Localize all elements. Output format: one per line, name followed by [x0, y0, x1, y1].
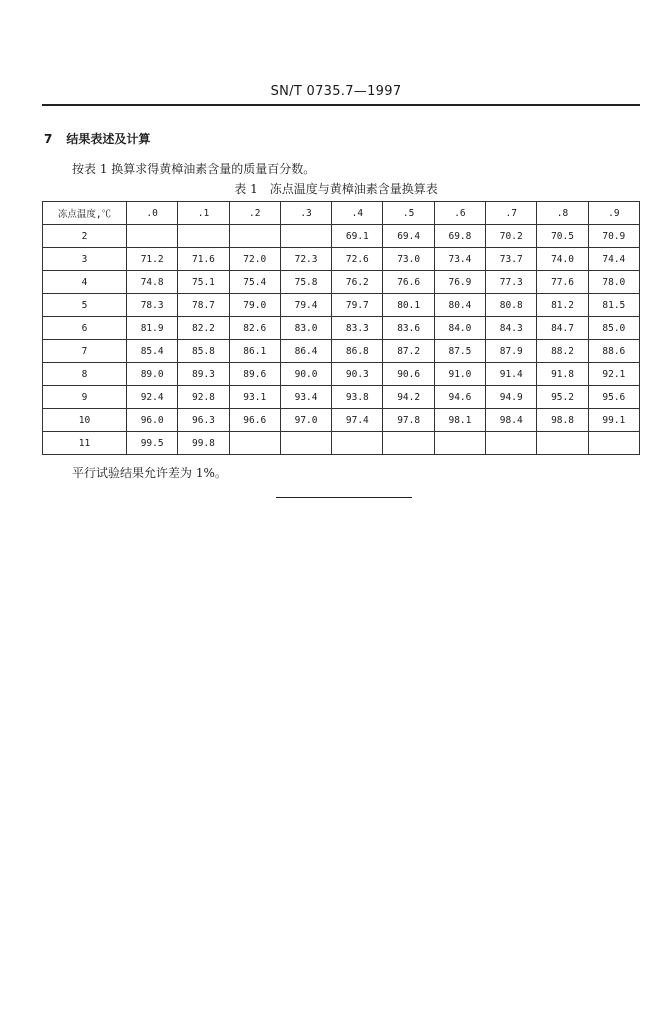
table-row: [43, 225, 640, 248]
value-cell: 91.4: [486, 363, 537, 386]
value-cell: 93.8: [332, 386, 383, 409]
value-cell: 99.1: [588, 409, 639, 432]
value-cell: 79.0: [229, 294, 280, 317]
value-cell: 88.6: [588, 340, 639, 363]
value-cell: 69.4: [383, 225, 434, 248]
value-cell: 98.4: [486, 409, 537, 432]
table-row: [43, 432, 640, 455]
header-cell: .5: [383, 202, 434, 225]
value-cell: 97.4: [332, 409, 383, 432]
value-cell: 75.4: [229, 271, 280, 294]
value-cell: 74.8: [127, 271, 178, 294]
value-cell: 92.1: [588, 363, 639, 386]
value-cell: 71.6: [178, 248, 229, 271]
value-cell: [280, 225, 331, 248]
value-cell: 81.5: [588, 294, 639, 317]
table-row: [43, 248, 640, 271]
value-cell: 75.8: [280, 271, 331, 294]
value-cell: [178, 225, 229, 248]
table-row: [43, 386, 640, 409]
value-cell: [434, 432, 485, 455]
value-cell: 70.2: [486, 225, 537, 248]
value-cell: 92.4: [127, 386, 178, 409]
value-cell: 76.2: [332, 271, 383, 294]
value-cell: 84.7: [537, 317, 588, 340]
value-cell: [229, 225, 280, 248]
value-cell: 98.8: [537, 409, 588, 432]
value-cell: 90.0: [280, 363, 331, 386]
value-cell: 73.0: [383, 248, 434, 271]
value-cell: 83.6: [383, 317, 434, 340]
value-cell: 96.6: [229, 409, 280, 432]
row-temperature-cell: 5: [43, 294, 127, 317]
table-body: [43, 225, 640, 455]
value-cell: 78.3: [127, 294, 178, 317]
value-cell: 85.0: [588, 317, 639, 340]
end-rule: [276, 497, 412, 498]
value-cell: [332, 432, 383, 455]
value-cell: 83.3: [332, 317, 383, 340]
value-cell: 79.4: [280, 294, 331, 317]
value-cell: [588, 432, 639, 455]
value-cell: 87.2: [383, 340, 434, 363]
value-cell: 74.4: [588, 248, 639, 271]
table-row: [43, 294, 640, 317]
value-cell: 88.2: [537, 340, 588, 363]
conversion-table: [42, 201, 640, 455]
value-cell: 81.9: [127, 317, 178, 340]
value-cell: 95.2: [537, 386, 588, 409]
value-cell: 76.6: [383, 271, 434, 294]
value-cell: 77.3: [486, 271, 537, 294]
value-cell: 79.7: [332, 294, 383, 317]
section-title: 结果表述及计算: [66, 132, 151, 146]
value-cell: 97.0: [280, 409, 331, 432]
value-cell: [280, 432, 331, 455]
value-cell: 77.6: [537, 271, 588, 294]
header-cell: .9: [588, 202, 639, 225]
header-rule: [42, 104, 640, 106]
value-cell: 98.1: [434, 409, 485, 432]
value-cell: 90.3: [332, 363, 383, 386]
row-temperature-cell: 7: [43, 340, 127, 363]
value-cell: 84.3: [486, 317, 537, 340]
value-cell: 96.3: [178, 409, 229, 432]
value-cell: 92.8: [178, 386, 229, 409]
value-cell: 85.8: [178, 340, 229, 363]
table-row: [43, 317, 640, 340]
value-cell: 80.1: [383, 294, 434, 317]
value-cell: [383, 432, 434, 455]
value-cell: 93.1: [229, 386, 280, 409]
header-cell: .8: [537, 202, 588, 225]
row-temperature-cell: 11: [43, 432, 127, 455]
standard-code-header: SN/T 0735.7—1997: [270, 84, 402, 99]
value-cell: 75.1: [178, 271, 229, 294]
value-cell: 69.8: [434, 225, 485, 248]
value-cell: 81.2: [537, 294, 588, 317]
value-cell: 78.7: [178, 294, 229, 317]
value-cell: 72.0: [229, 248, 280, 271]
value-cell: 94.9: [486, 386, 537, 409]
table-row: [43, 340, 640, 363]
header-cell: .1: [178, 202, 229, 225]
value-cell: 91.0: [434, 363, 485, 386]
value-cell: 90.6: [383, 363, 434, 386]
table-header-row: [43, 202, 640, 225]
row-temperature-cell: 2: [43, 225, 127, 248]
value-cell: 71.2: [127, 248, 178, 271]
value-cell: 89.6: [229, 363, 280, 386]
table-caption: 表 1 冻点温度与黄樟油素含量换算表: [234, 182, 438, 196]
value-cell: 86.8: [332, 340, 383, 363]
value-cell: 85.4: [127, 340, 178, 363]
header-cell: .7: [486, 202, 537, 225]
table-row: [43, 271, 640, 294]
header-cell: .4: [332, 202, 383, 225]
row-temperature-cell: 9: [43, 386, 127, 409]
section-number: 7: [44, 132, 53, 146]
value-cell: 97.8: [383, 409, 434, 432]
table-row: [43, 409, 640, 432]
value-cell: 82.6: [229, 317, 280, 340]
value-cell: 80.4: [434, 294, 485, 317]
value-cell: [127, 225, 178, 248]
value-cell: 99.8: [178, 432, 229, 455]
row-temperature-cell: 3: [43, 248, 127, 271]
value-cell: 74.0: [537, 248, 588, 271]
value-cell: 73.7: [486, 248, 537, 271]
header-cell: .3: [280, 202, 331, 225]
value-cell: 95.6: [588, 386, 639, 409]
table-row: [43, 363, 640, 386]
tolerance-note: 平行试验结果允许差为 1%。: [72, 466, 227, 480]
value-cell: 70.5: [537, 225, 588, 248]
value-cell: 83.0: [280, 317, 331, 340]
value-cell: 93.4: [280, 386, 331, 409]
header-cell: .2: [229, 202, 280, 225]
value-cell: 86.4: [280, 340, 331, 363]
row-temperature-cell: 4: [43, 271, 127, 294]
row-temperature-cell: 10: [43, 409, 127, 432]
value-cell: 89.3: [178, 363, 229, 386]
value-cell: 70.9: [588, 225, 639, 248]
value-cell: 84.0: [434, 317, 485, 340]
value-cell: 89.0: [127, 363, 178, 386]
value-cell: 78.0: [588, 271, 639, 294]
intro-text: 按表 1 换算求得黄樟油素含量的质量百分数。: [72, 162, 316, 176]
value-cell: 82.2: [178, 317, 229, 340]
value-cell: 86.1: [229, 340, 280, 363]
value-cell: 87.5: [434, 340, 485, 363]
value-cell: 99.5: [127, 432, 178, 455]
value-cell: 80.8: [486, 294, 537, 317]
value-cell: 73.4: [434, 248, 485, 271]
value-cell: [229, 432, 280, 455]
section-heading: [44, 130, 150, 147]
header-cell: .0: [127, 202, 178, 225]
value-cell: 96.0: [127, 409, 178, 432]
value-cell: 69.1: [332, 225, 383, 248]
header-cell: .6: [434, 202, 485, 225]
value-cell: 91.8: [537, 363, 588, 386]
value-cell: [537, 432, 588, 455]
value-cell: 72.3: [280, 248, 331, 271]
value-cell: 72.6: [332, 248, 383, 271]
value-cell: 87.9: [486, 340, 537, 363]
value-cell: 94.6: [434, 386, 485, 409]
value-cell: [486, 432, 537, 455]
row-temperature-cell: 8: [43, 363, 127, 386]
header-freezing-point: 冻点温度,℃: [43, 202, 127, 225]
row-temperature-cell: 6: [43, 317, 127, 340]
value-cell: 94.2: [383, 386, 434, 409]
value-cell: 76.9: [434, 271, 485, 294]
